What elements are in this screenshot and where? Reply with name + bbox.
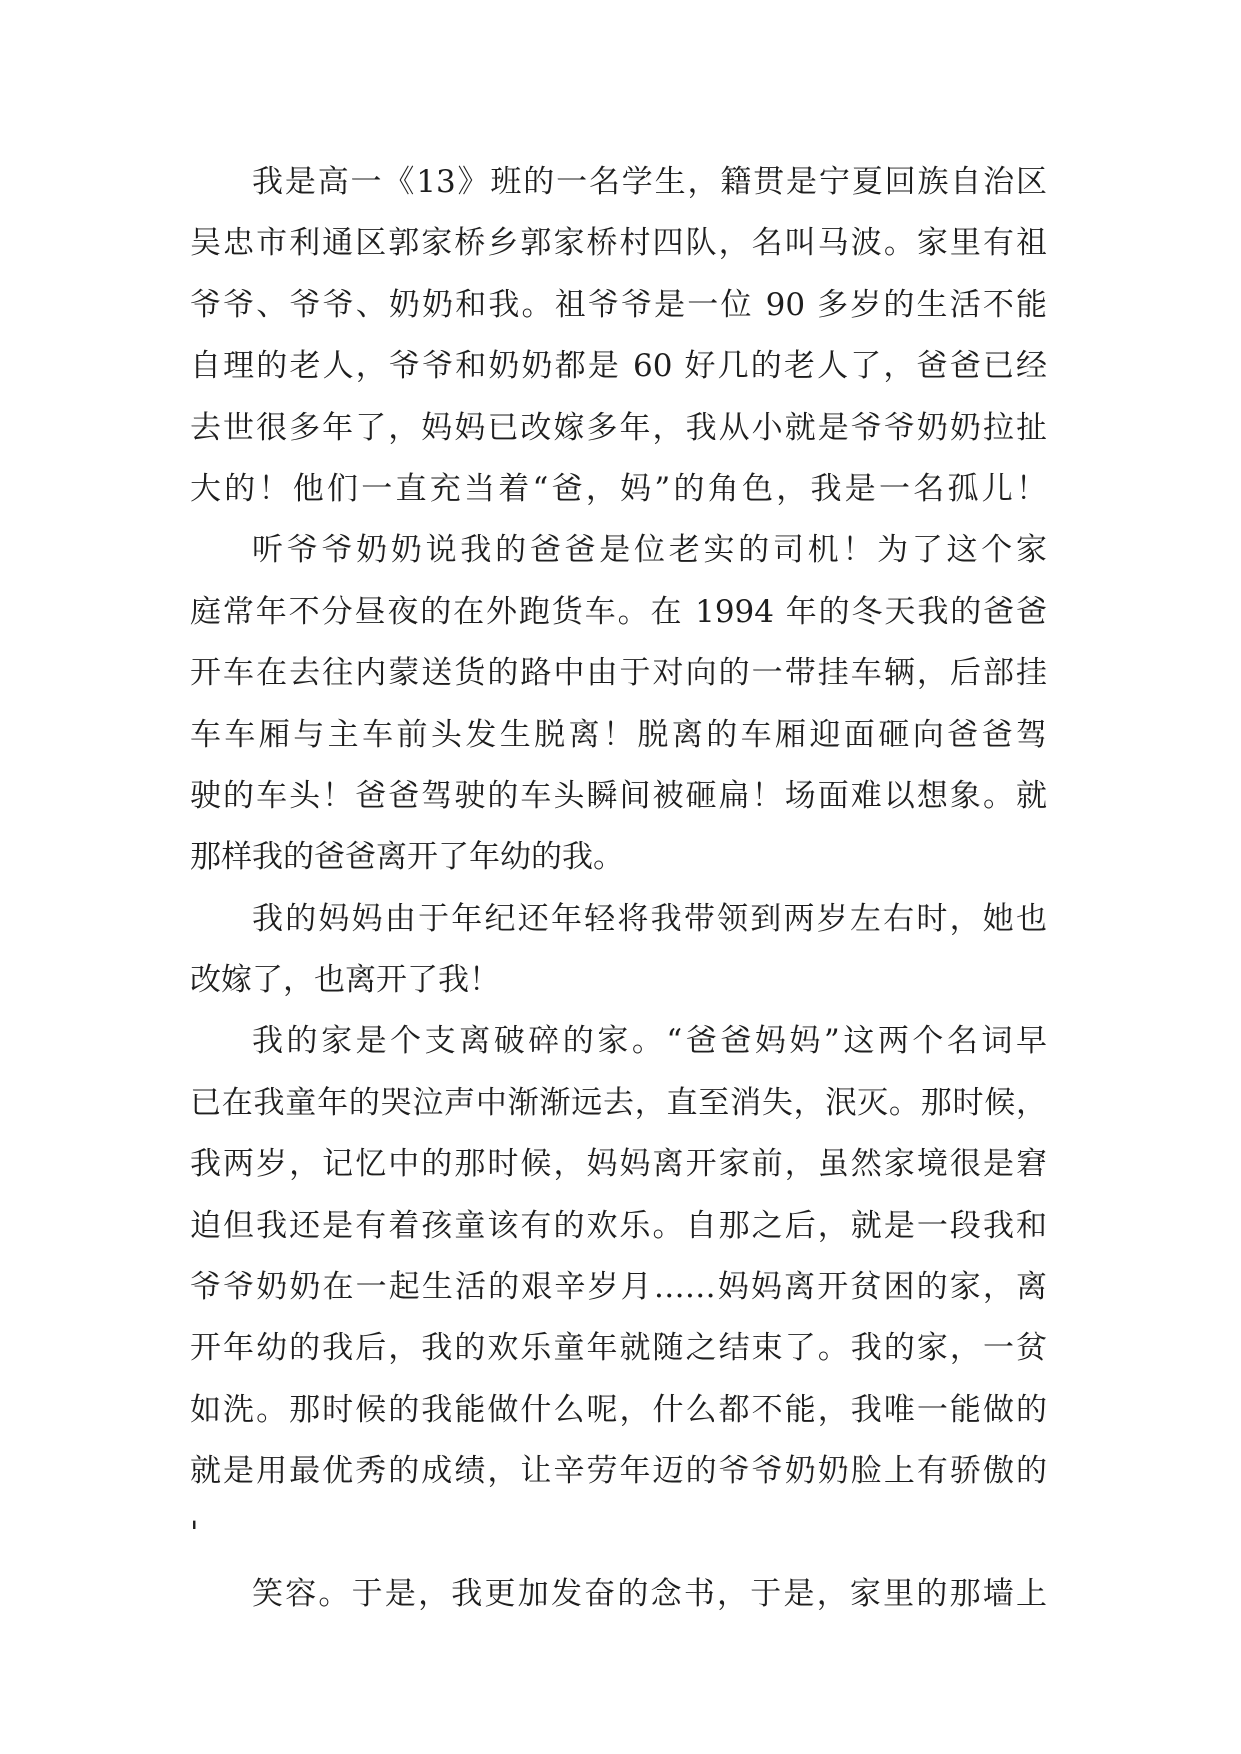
paragraph (190, 152, 1047, 520)
text-line: 笑容。于是，我更加发奋的念书，于是，家里的那墙上 (252, 1575, 1047, 1612)
text-line: 就是用最优秀的成绩，让辛劳年迈的爷爷奶奶脸上有骄傲的 (190, 1453, 1047, 1490)
text-line: 我两岁，记忆中的那时候，妈妈离开家前，虽然家境很是窘 (190, 1146, 1047, 1183)
text-line: 庭常年不分昼夜的在外跑货车。在 1994 年的冬天我的爸爸 (190, 593, 1047, 630)
text-line: 已在我童年的哭泣声中渐渐远去，直至消失，泯灭。那时候， (190, 1084, 1047, 1121)
text-line: 车车厢与主车前头发生脱离！脱离的车厢迎面砸向爸爸驾 (190, 716, 1047, 753)
text-line: 迫但我还是有着孩童该有的欢乐。自那之后，就是一段我和 (190, 1207, 1047, 1244)
text-line: 开车在去往内蒙送货的路中由于对向的一带挂车辆，后部挂 (190, 655, 1047, 692)
text-line: 听爷爷奶奶说我的爸爸是位老实的司机！为了这个家 (252, 532, 1047, 569)
text-line: 开年幼的我后，我的欢乐童年就随之结束了。我的家，一贫 (190, 1330, 1047, 1367)
text-line: 爷爷、爷爷、奶奶和我。祖爷爷是一位 90 多岁的生活不能 (190, 286, 1047, 323)
paragraph (190, 520, 1047, 888)
text-line: 驶的车头！爸爸驾驶的车头瞬间被砸扁！场面难以想象。就 (190, 777, 1047, 814)
text-line: 大的！他们一直充当着“爸，妈”的角色，我是一名孤儿！ (190, 470, 1047, 507)
text-line: 改嫁了，也离开了我！ (190, 962, 500, 999)
text-line: 我的家是个支离破碎的家。“爸爸妈妈”这两个名词早 (252, 1023, 1047, 1060)
text-line: 去世很多年了，妈妈已改嫁多年，我从小就是爷爷奶奶拉扯 (190, 409, 1047, 446)
text-line: 吴忠市利通区郭家桥乡郭家桥村四队，名叫马波。家里有祖 (190, 225, 1047, 262)
text-line: 爷爷奶奶在一起生活的艰辛岁月……妈妈离开贫困的家，离 (190, 1269, 1047, 1306)
text-line: 那样我的爸爸离开了年幼的我。 (190, 839, 624, 876)
paragraph (190, 889, 1047, 1012)
paragraph (190, 1564, 1047, 1625)
text-line: 我是高一《13》班的一名学生，籍贯是宁夏回族自治区 (252, 164, 1047, 200)
text-line: 如洗。那时候的我能做什么呢，什么都不能，我唯一能做的 (190, 1391, 1047, 1428)
text-line: 我的妈妈由于年纪还年轻将我带领到两岁左右时，她也 (252, 900, 1047, 937)
paragraph (190, 1011, 1047, 1564)
text-line: 自理的老人，爷爷和奶奶都是 60 好几的老人了，爸爸已经 (190, 348, 1047, 385)
text-line: ' (190, 1514, 199, 1551)
body-text (190, 152, 1047, 1625)
